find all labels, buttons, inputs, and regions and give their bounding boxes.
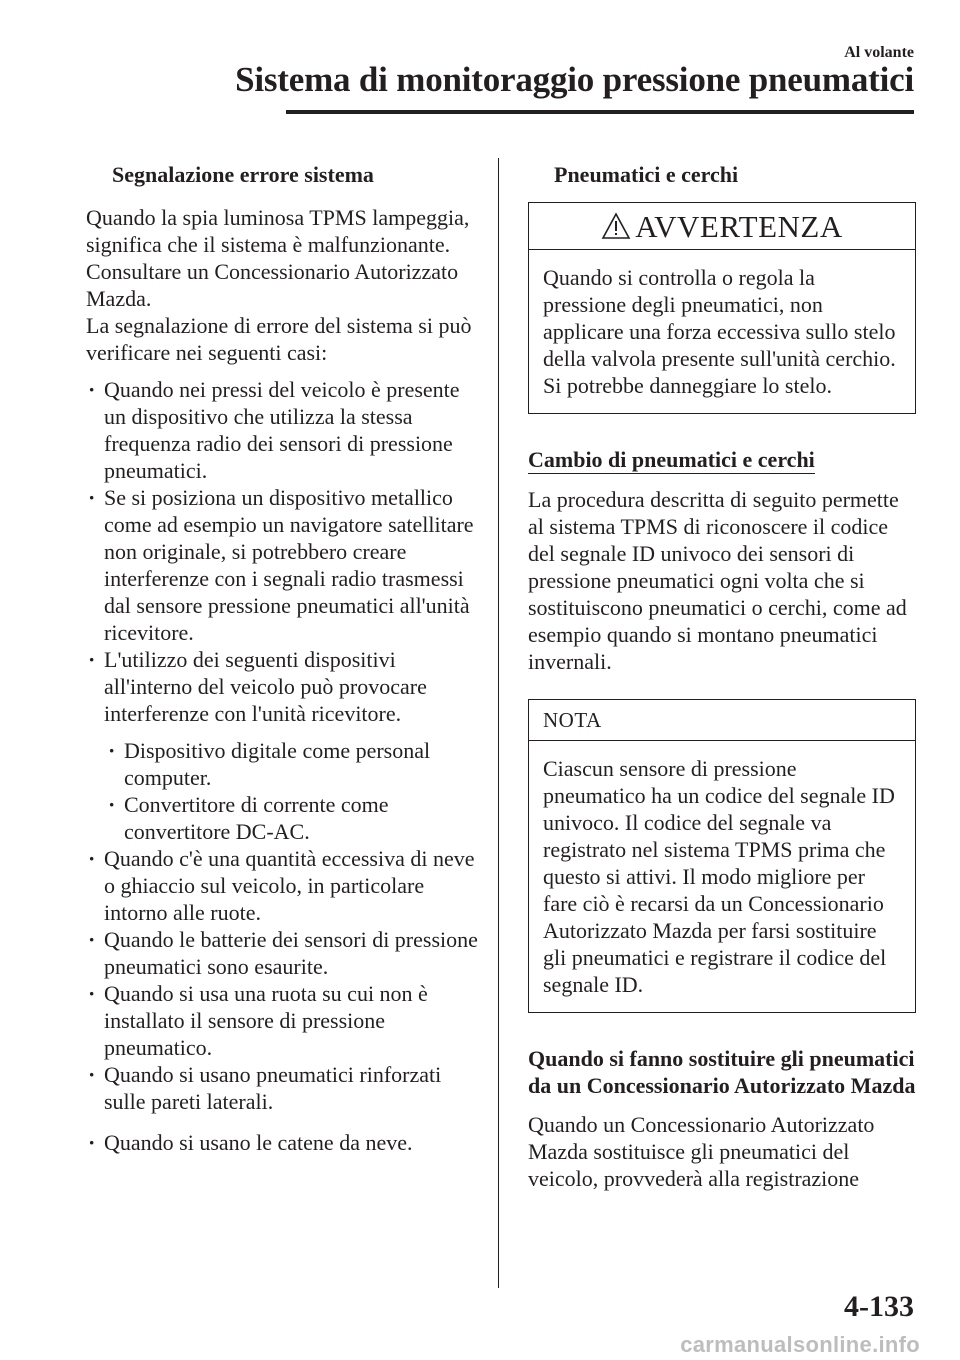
note-body: Ciascun sensore di pressione pneumatico ha un codice del segnale ID univoco. Il codice del segnale va registrato nel sistema TPMS prima che questo si attivi. Il modo migliore per fare ciò è recarsi da un Concessionario Autorizzato Mazda per farsi sostituire gli pneumatici e registrare il codice del segnale ID. — [543, 756, 895, 997]
paragraph: La segnalazione di errore del sistema si può verificare nei seguenti casi: — [86, 313, 472, 365]
bullet-list — [86, 1129, 478, 1156]
watermark: carmanualsonline.info — [680, 1332, 920, 1357]
note-box — [528, 699, 916, 1013]
list-item: · Quando si usano pneumatici rinforzati sulle pareti laterali. — [86, 1061, 478, 1115]
list-item: · L'utilizzo dei seguenti dispositivi all'interno del veicolo può provocare interferenze con l'unità ricevitore. — [86, 646, 478, 727]
sub-bullet-list — [106, 737, 478, 845]
paragraph: La procedura descritta di seguito permette al sistema TPMS di riconoscere il codice del segnale ID univoco dei sensori di pressione pneumatici ogni volta che si sostituiscono pneumatici o cerchi, come ad esempio quando si montano pneumatici invernali. — [528, 487, 907, 674]
section-title: Sistema di monitoraggio pressione pneumatici — [235, 60, 914, 99]
list-item: · Quando nei pressi del veicolo è presente un dispositivo che utilizza la stessa frequenza radio dei sensori di pressione pneumatici. — [86, 376, 478, 484]
list-item: · Quando le batterie dei sensori di pressione pneumatici sono esaurite. — [86, 926, 478, 980]
page-number: 4-133 — [844, 1290, 914, 1323]
bullet-list — [86, 376, 478, 727]
chapter-label: Al volante — [844, 44, 914, 61]
header-rule — [286, 110, 914, 114]
warning-box — [528, 202, 916, 414]
left-column — [86, 160, 478, 1156]
dealer-replacement-heading: Quando si fanno sostituire gli pneumatici da un Concessionario Autorizzato Mazda — [528, 1046, 916, 1098]
column-divider — [498, 158, 499, 1288]
tires-wheels-heading: Pneumatici e cerchi — [554, 162, 739, 187]
list-item: · Quando si usano le catene da neve. — [86, 1129, 478, 1156]
warning-title: AVVERTENZA — [635, 208, 843, 244]
warning-header — [529, 203, 915, 250]
list-item: · Dispositivo digitale come personal computer. — [106, 737, 478, 791]
list-item: · Se si posiziona un dispositivo metallico come ad esempio un navigatore satellitare non originale, si potrebbero creare interferenze con i segnali radio trasmessi dal sensore pressione pneumatici all'unità ricevitore. — [86, 484, 478, 646]
bullet-list — [86, 845, 478, 1115]
right-column — [528, 160, 916, 1192]
warning-body: Quando si controlla o regola la pressione degli pneumatici, non applicare una forza eccessiva sullo stelo della valvola presente sull'unità cerchio. Si potrebbe danneggiare lo stelo. — [543, 265, 896, 398]
note-header: NOTA — [529, 700, 915, 741]
system-error-heading: Segnalazione errore sistema — [112, 162, 374, 187]
warning-triangle-icon — [601, 212, 631, 240]
change-tires-heading: Cambio di pneumatici e cerchi — [528, 447, 815, 472]
list-item: · Quando c'è una quantità eccessiva di neve o ghiaccio sul veicolo, in particolare intorno alle ruote. — [86, 845, 478, 926]
paragraph: Quando un Concessionario Autorizzato Mazda sostituisce gli pneumatici del veicolo, provvederà alla registrazione — [528, 1112, 875, 1191]
list-item: · Quando si usa una ruota su cui non è installato il sensore di pressione pneumatico. — [86, 980, 478, 1061]
paragraph: Quando la spia luminosa TPMS lampeggia, significa che il sistema è malfunzionante. Consultare un Concessionario Autorizzato Mazda. — [86, 205, 470, 311]
list-item: · Convertitore di corrente come convertitore DC-AC. — [106, 791, 478, 845]
